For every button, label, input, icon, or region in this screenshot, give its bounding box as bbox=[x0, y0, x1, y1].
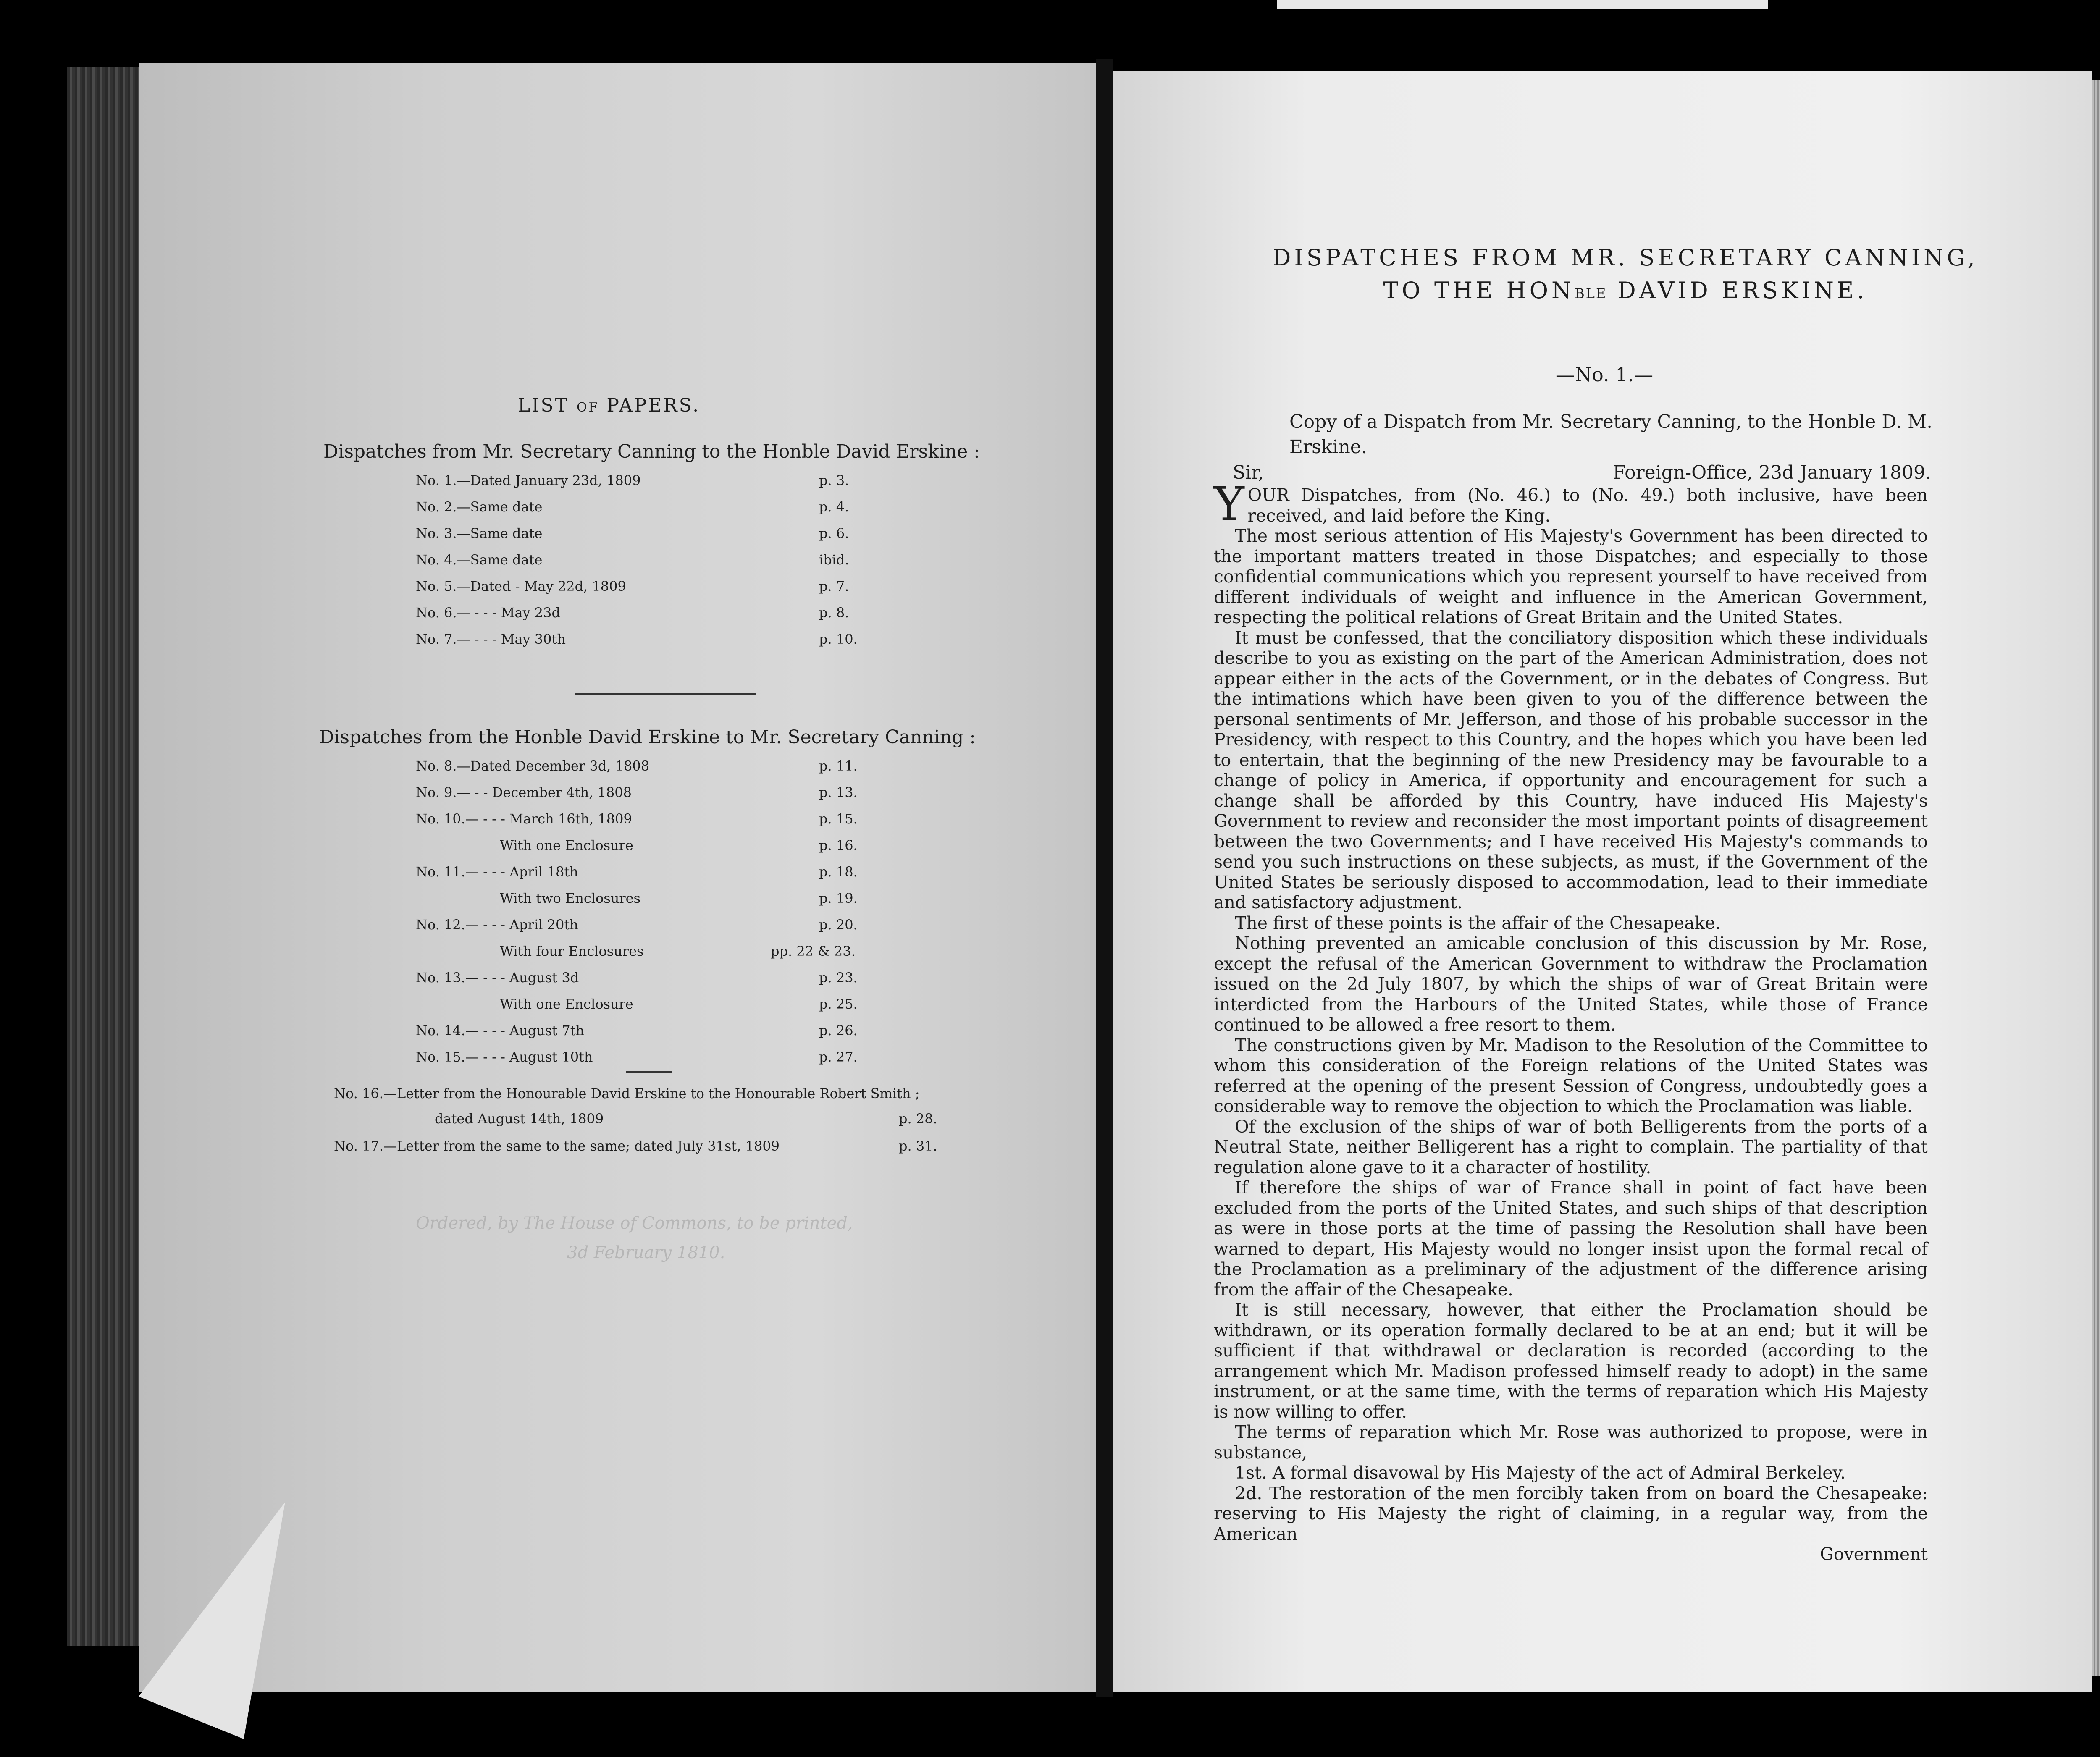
faded-order-line: Ordered, by The House of Commons, to be printed, bbox=[416, 1214, 853, 1233]
list-item-no17: No. 17.—Letter from the same to the same; dated July 31st, 1809 bbox=[334, 1138, 780, 1154]
list-item-page: p. 27. bbox=[819, 1049, 858, 1065]
list-item-no16: No. 16.—Letter from the Honourable David Erskine to the Honourable Robert Smith ; bbox=[334, 1086, 920, 1101]
paragraph-4: The first of these points is the affair of the Chesapeake. bbox=[1235, 913, 1721, 933]
list-item bbox=[416, 631, 566, 647]
list-item-page: p. 6. bbox=[819, 525, 849, 541]
list-item-page: p. 15. bbox=[819, 811, 858, 827]
list-item-label: No. 8.—Dated December 3d, 1808 bbox=[416, 758, 650, 774]
book-edge-left bbox=[67, 67, 143, 1646]
list-item-page: p. 13. bbox=[819, 784, 858, 800]
book-gutter bbox=[1096, 59, 1113, 1697]
list-item-label: No. 7.— - - - May 30th bbox=[416, 631, 566, 647]
list-item bbox=[416, 605, 560, 621]
salutation: Sir, bbox=[1233, 462, 1264, 483]
list-item-page: p. 7. bbox=[819, 578, 849, 594]
paragraph-7: Of the exclusion of the ships of war of both Belligerents from the ports of a Neutral State, neither Belligerent has a right to complain. The partiality of that regulation alone gave to it a character of hostility. bbox=[1214, 1116, 1928, 1177]
list-item bbox=[416, 1049, 593, 1065]
list-item bbox=[500, 943, 643, 959]
title-line-1: DISPATCHES FROM MR. SECRETARY CANNING, bbox=[1273, 244, 1978, 271]
list-item-page: p. 11. bbox=[819, 758, 858, 774]
list-item bbox=[416, 811, 632, 827]
list-item bbox=[416, 1023, 584, 1038]
list-item bbox=[416, 499, 542, 515]
copy-of-heading: Copy of a Dispatch from Mr. Secretary Canning, to the Honble D. M. Erskine. bbox=[1289, 411, 1933, 458]
list-item-page: p. 25. bbox=[819, 996, 858, 1012]
list-item-label: With one Enclosure bbox=[500, 996, 633, 1012]
list-item bbox=[416, 552, 542, 568]
list-item bbox=[500, 890, 640, 906]
list-item bbox=[416, 784, 632, 800]
list-item-no17-page: p. 31. bbox=[899, 1138, 937, 1154]
paragraph-12: 2d. The restoration of the men forcibly taken from on board the Chesapeake: reserving to His Majesty the right of claiming, in a regular way, from the American bbox=[1214, 1483, 1928, 1544]
list-item bbox=[500, 837, 633, 853]
divider bbox=[575, 693, 756, 695]
list-item-page: p. 23. bbox=[819, 970, 858, 986]
paragraph-9: It is still necessary, however, that either the Proclamation should be withdrawn, or its operation formally declared to be at an end; but it will be sufficient if that withdrawal or declaration is recorded (according to the arrangement which Mr. Madison professed himself ready to adopt) in the same instrument, or at the same time, with the terms of reparation which His Majesty is now willing to offer. bbox=[1214, 1300, 1928, 1422]
paragraph-6: The constructions given by Mr. Madison to the Resolution of the Committee to whom this consideration of the Foreign relations of the United States was referred at the opening of the present Session of Congress, undoubtedly goes a considerable way to remove the objection to which the Proclamation was liable. bbox=[1214, 1035, 1928, 1116]
list-title-word: LIST bbox=[517, 395, 569, 416]
divider-short bbox=[626, 1071, 672, 1073]
dateline: Foreign-Office, 23d January 1809. bbox=[1613, 462, 1931, 483]
list-item-label: No. 9.— - - December 4th, 1808 bbox=[416, 784, 632, 800]
list-item-label: No. 5.—Dated - May 22d, 1809 bbox=[416, 578, 626, 594]
list-item-label: No. 1.—Dated January 23d, 1809 bbox=[416, 472, 641, 488]
drop-cap: Y bbox=[1214, 477, 1244, 531]
list-item-label: No. 6.— - - - May 23d bbox=[416, 605, 560, 621]
catchword: Government bbox=[1820, 1544, 1928, 1564]
list-item-label: No. 14.— - - - August 7th bbox=[416, 1023, 585, 1038]
section1-heading: Dispatches from Mr. Secretary Canning to the Honble David Erskine : bbox=[323, 441, 980, 462]
list-item-page: p. 4. bbox=[819, 499, 849, 515]
paragraph-5: Nothing prevented an amicable conclusion of this discussion by Mr. Rose, except the refusal of the American Government to withdraw the Proclamation issued on the 2d July 1807, by which the ships of war of Great Britain were interdicted from the Harbours of the United States, while those of France continued to be allowed a free resort to them. bbox=[1214, 933, 1928, 1035]
paragraph-1 bbox=[1214, 477, 1928, 531]
list-item bbox=[416, 472, 641, 488]
list-item bbox=[416, 970, 579, 986]
list-item bbox=[416, 917, 578, 933]
list-item bbox=[416, 864, 578, 880]
list-title-of: OF bbox=[576, 400, 599, 415]
list-item-label: No. 15.— - - - August 10th bbox=[416, 1049, 593, 1065]
list-item-label: No. 3.—Same date bbox=[416, 525, 543, 541]
paragraph-11: 1st. A formal disavowal by His Majesty of the act of Admiral Berkeley. bbox=[1235, 1463, 1846, 1483]
faded-date-line: 3d February 1810. bbox=[567, 1243, 725, 1262]
list-item bbox=[416, 578, 626, 594]
list-item bbox=[500, 996, 633, 1012]
top-label-strip bbox=[1277, 0, 1768, 9]
list-item-label: No. 12.— - - - April 20th bbox=[416, 917, 578, 933]
list-item-page: p. 10. bbox=[819, 631, 858, 647]
list-item bbox=[416, 758, 649, 774]
list-item-page: p. 16. bbox=[819, 837, 858, 853]
title-line-2b: DAVID ERSKINE. bbox=[1617, 277, 1868, 304]
list-item bbox=[416, 525, 542, 541]
list-item-label: With four Enclosures bbox=[500, 943, 644, 959]
paragraph-8: If therefore the ships of war of France shall in point of fact have been excluded from the ports of the United States, and such ships of that description as were in those ports at the time of passing the Resolution shall have been warned to depart, His Majesty would no longer insist upon the formal recal of the Proclamation as a preliminary of the adjustment of the difference arising from the affair of the Chesapeake. bbox=[1214, 1177, 1928, 1300]
list-item-label: No. 13.— - - - August 3d bbox=[416, 970, 579, 986]
title-line-2 bbox=[1184, 274, 2066, 310]
list-item-label: No. 4.—Same date bbox=[416, 552, 543, 568]
list-item-label: No. 2.—Same date bbox=[416, 499, 543, 515]
list-item-label: With one Enclosure bbox=[500, 837, 633, 853]
list-title-end: PAPERS. bbox=[606, 395, 701, 416]
list-item-page: p. 3. bbox=[819, 472, 849, 488]
list-of-papers-title bbox=[420, 395, 798, 416]
section2-heading: Dispatches from the Honble David Erskine to Mr. Secretary Canning : bbox=[319, 726, 976, 748]
list-item-label: No. 10.— - - - March 16th, 1809 bbox=[416, 811, 632, 827]
dispatch-number: —No. 1.— bbox=[1555, 363, 1654, 386]
list-item-page: p. 20. bbox=[819, 917, 858, 933]
paragraph-2: The most serious attention of His Majesty's Government has been directed to the important matters treated in those Dispatches; and especially to those confidential communications which you represent yourself to have received from different individuals of weight and influence in the American Government, respecting the political relations of Great Britain and the United States. bbox=[1214, 526, 1928, 627]
page-title bbox=[1184, 241, 2066, 310]
paragraph-3: It must be confessed, that the conciliatory disposition which these individuals describe to you as existing on the part of the American Administration, does not appear either in the acts of the Government, or in the debates of Congress. But the intimations which have been given to you of the difference between the personal sentiments of Mr. Jefferson, and those of his probable successor in the Presidency, with respect to this Country, and the hopes which you have been led to entertain, that the beginning of the new Presidency may be favourable to a change of policy in America, if opportunity and encouragement for such a change shall be afforded by this Country, have induced His Majesty's Government to review and reconsider the most important points of disagreement between the two Governments; and I have received His Majesty's commands to send you such instructions on these subjects, as must, if the Government of the United States be seriously disposed to accommodation, lead to their immediate and satisfactory adjustment. bbox=[1214, 627, 1928, 913]
list-item-page: ibid. bbox=[819, 552, 849, 568]
list-item-no16-date: dated August 14th, 1809 bbox=[435, 1111, 604, 1127]
list-item-page: p. 26. bbox=[819, 1023, 858, 1038]
paragraph-10: The terms of reparation which Mr. Rose was authorized to propose, were in substance, bbox=[1214, 1422, 1928, 1463]
letter-body bbox=[1214, 477, 1928, 1565]
list-item-no16-page: p. 28. bbox=[899, 1111, 937, 1127]
list-item-label: No. 11.— - - - April 18th bbox=[416, 864, 578, 880]
title-line-2a: TO THE HON bbox=[1383, 277, 1575, 304]
left-page bbox=[139, 63, 1105, 1692]
list-item-page: p. 19. bbox=[819, 890, 858, 906]
paragraph-1-text: OUR Dispatches, from (No. 46.) to (No. 49.) both inclusive, have been received, and laid before the King. bbox=[1247, 485, 1928, 526]
list-item-page: p. 8. bbox=[819, 605, 849, 621]
title-line-2-sup: BLE bbox=[1575, 286, 1607, 302]
list-item-label: With two Enclosures bbox=[500, 890, 640, 906]
list-item-page: pp. 22 & 23. bbox=[771, 943, 856, 959]
list-item-page: p. 18. bbox=[819, 864, 858, 880]
book-edge-right bbox=[2092, 80, 2100, 1676]
